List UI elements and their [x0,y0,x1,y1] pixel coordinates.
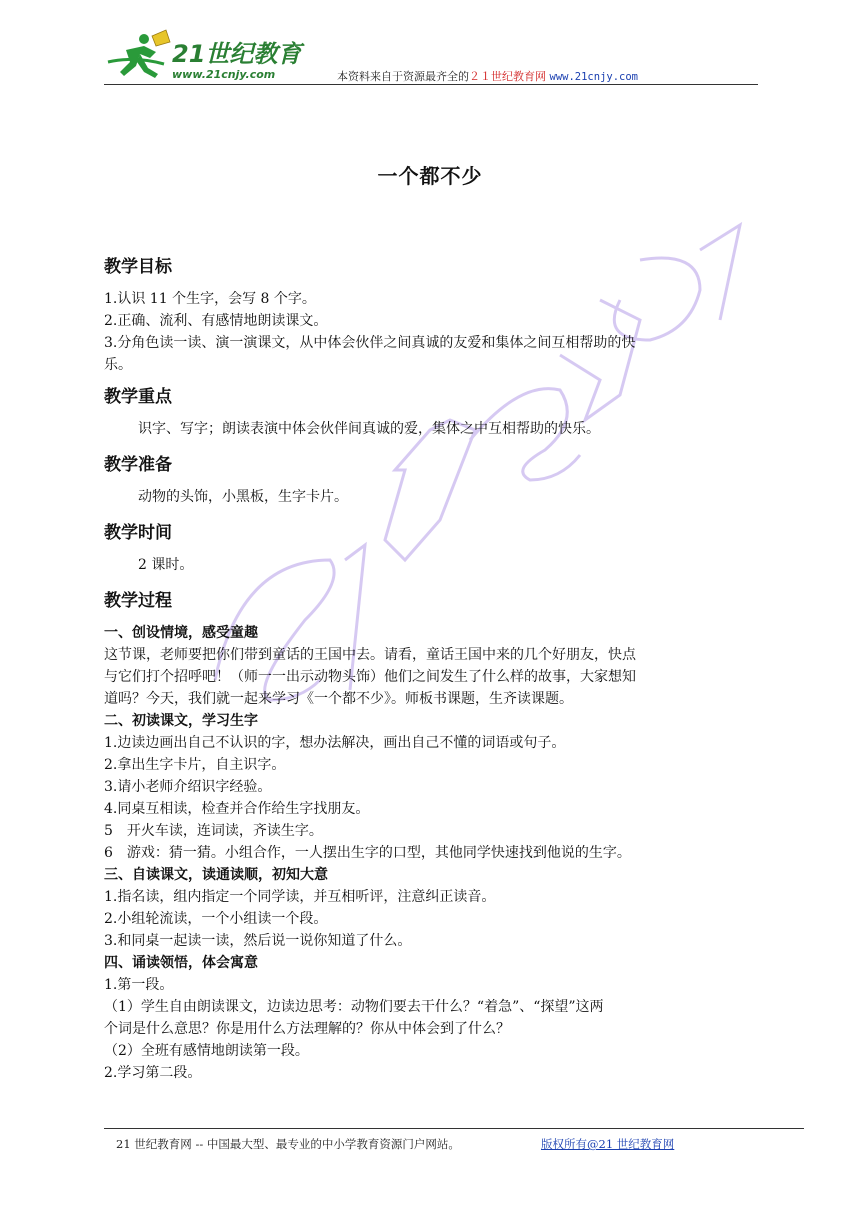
goal-item: 2.正确、流利、有感情地朗读课文。 [104,313,328,329]
footer-divider [104,1128,804,1129]
process-part-title: 四、诵读领悟，体会寓意 [104,955,258,971]
process-line: （1）学生自由朗读课文，边读边思考：动物们要去干什么？“着急”、“探望”这两 [104,999,604,1015]
process-part-title: 三、自读课文，读通读顺，初知大意 [104,867,328,883]
process-part-title: 二、初读课文，学习生字 [104,713,258,729]
header-source-note [337,68,638,84]
process-line: 个词是什么意思？你是用什么方法理解的？你从中体会到了什么？ [104,1021,510,1037]
header-site-url[interactable]: www.21cnjy.com [549,71,639,83]
key-points-text: 识字、写字；朗读表演中体会伙伴间真诚的爱，集体之中互相帮助的快乐。 [138,421,600,437]
process-line: 1.第一段。 [104,977,174,993]
process-line: 3.和同桌一起读一读，然后说一说你知道了什么。 [104,933,412,949]
goal-item: 1.认识 11 个生字，会写 8 个字。 [104,291,316,307]
time-text: 2 课时。 [138,557,194,573]
heading-time: 教学时间 [104,523,172,543]
preparation-text: 动物的头饰，小黑板，生字卡片。 [138,489,348,505]
logo-url: www.21cnjy.com [172,68,276,81]
footer-copyright-link[interactable]: 版权所有@21 世纪教育网 [541,1137,675,1151]
runner-icon [108,30,170,78]
document-title: 一个都不少 [377,164,483,188]
header-divider [104,84,758,85]
process-line: 2.小组轮流读，一个小组读一个段。 [104,911,328,927]
process-line: 1.指名读，组内指定一个同学读，并互相听评，注意纠正读音。 [104,889,496,905]
process-line: 2.拿出生字卡片，自主识字。 [104,757,286,773]
logo-wordmark: 21世纪教育 [172,40,302,68]
page-footer [104,1128,804,1151]
process-line: （2）全班有感情地朗读第一段。 [104,1043,309,1059]
document-body [104,252,758,1084]
site-logo [104,28,309,84]
process-part-title: 一、创设情境，感受童趣 [104,625,258,641]
process-line: 道吗？今天，我们就一起来学习《一个都不少》。师板书课题，生齐读课题。 [104,691,573,707]
process-line: 2.学习第二段。 [104,1065,202,1081]
goal-item: 3.分角色读一读、演一演课文，从中体会伙伴之间真诚的友爱和集体之间互相帮助的快 [104,335,636,351]
header-site-name[interactable]: ２１世纪教育网 [469,70,546,83]
process-line: 这节课，老师要把你们带到童话的王国中去。请看，童话王国中来的几个好朋友，快点 [104,647,636,663]
process-line: 1.边读边画出自己不认识的字，想办法解决，画出自己不懂的词语或句子。 [104,735,566,751]
process-line: 4.同桌互相读，检查并合作给生字找朋友。 [104,801,370,817]
heading-preparation: 教学准备 [104,455,172,475]
process-line: 与它们打个招呼吧！（师一一出示动物头饰）他们之间发生了什么样的故事，大家想知 [104,669,636,685]
heading-process: 教学过程 [104,591,172,611]
goal-item: 乐。 [104,357,132,373]
process-line: 5 开火车读，连词读，齐读生字。 [104,823,323,839]
footer-text: 21 世纪教育网 -- 中国最大型、最专业的中小学教育资源门户网站。 [116,1137,460,1151]
heading-goals: 教学目标 [104,257,172,277]
page-header [104,28,758,86]
header-prefix: 本资料来自于资源最齐全的 [337,70,469,83]
process-line: 3.请小老师介绍识字经验。 [104,779,272,795]
process-line: 6 游戏：猜一猜。小组合作，一人摆出生字的口型，其他同学快速找到他说的生字。 [104,845,631,861]
heading-key-points: 教学重点 [104,387,172,407]
